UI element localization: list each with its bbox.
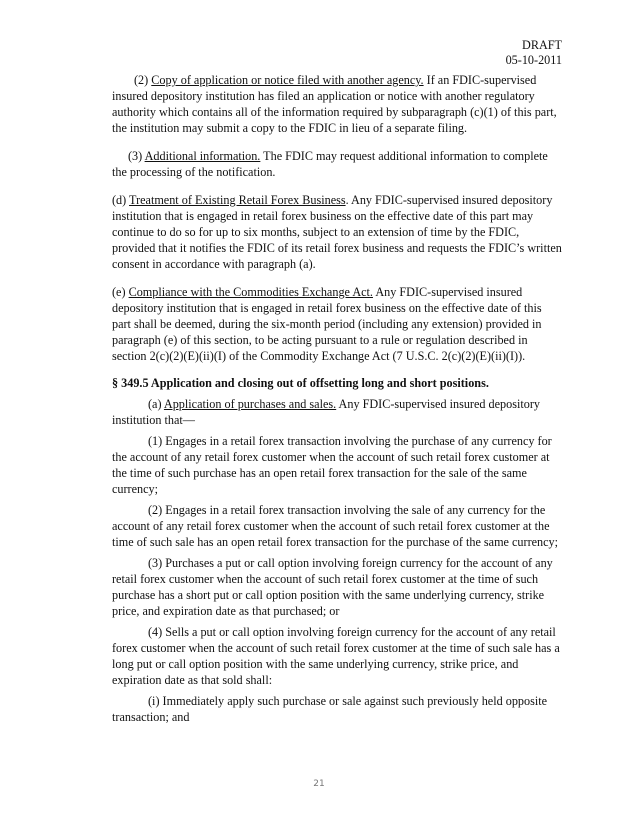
paragraph-a4: (4) Sells a put or call option involving foreign currency for the account of any retail forex customer when the account of such retail forex customer at the time of such sale has a long put or call option position with the same underlying currency, strike price, and expiration date as that sold shall: [112,625,560,687]
paragraph-e-title: Compliance with the Commodities Exchange Act. [128,285,373,299]
paragraph-e-lead: (e) [112,285,129,299]
page-header [506,38,562,67]
paragraph-a2: (2) Engages in a retail forex transaction involving the sale of any currency for the account of any retail forex customer when the account of such retail forex customer at the time of such sale has an open retail forex transaction for the purchase of the same currency; [112,503,559,549]
paragraph-a1: (1) Engages in a retail forex transaction involving the purchase of any currency for the account of any retail forex customer when the account of such retail forex customer at the time of such purchase has an open retail forex transaction for the sale of the same currency; [112,434,552,496]
paragraph-a [112,396,562,428]
paragraph-ai: (i) Immediately apply such purchase or sale against such previously held opposite transaction; and [112,694,548,724]
paragraph-c3-lead: (3) [128,149,145,163]
paragraph-e [112,284,562,364]
paragraph-c2-title: Copy of application or notice filed with another agency. [151,73,424,87]
paragraph-e-text: Any FDIC-supervised insured depository institution that is engaged in retail forex business on the effective date of this part shall be deemed, during the six-month period (including any extension) provided in paragraph (e) of this section, to be acting pursuant to a rule or regulation described in section 2(c)(2)(E)(ii)(I) of the Commodity Exchange Act (7 U.S.C. 2(c)(2)(E)(ii)(I)). [112,285,542,363]
section-heading: § 349.5 Application and closing out of offsetting long and short positions. [112,376,489,390]
paragraph-c2 [112,72,562,136]
paragraph-d-lead: (d) [112,193,130,207]
page-number: 21 [313,779,325,789]
paragraph-a3: (3) Purchases a put or call option involving foreign currency for the account of any retail forex customer when the account of such retail forex customer at the time of such purchase has a short put or call option position with the same underlying currency, strike price, and expiration date as that purchased; or [112,556,553,618]
paragraph-d [112,192,562,272]
draft-label: DRAFT [522,38,562,52]
draft-date: 05-10-2011 [505,52,562,67]
paragraph-c2-text: If an FDIC-supervised insured depository institution has filed an application or notice with another regulatory authority which contains all of the information required by subparagraph (c)(1) of this part, the institution may submit a copy to the FDIC in lieu of a separate filing. [112,73,557,135]
paragraph-a-lead: (a) [148,397,164,411]
document-body [112,72,562,725]
paragraph-c2-lead: (2) [134,73,152,87]
paragraph-a-text: Any FDIC-supervised insured depository institution that— [112,397,540,427]
paragraph-c3 [112,148,562,180]
paragraph-d-text: . Any FDIC-supervised insured depository institution that is engaged in retail forex business on the effective date of this part may continue to do so for up to six months, subject to an extension of time by the FDIC, provided that it notifies the FDIC of its retail forex business and requests the FDIC’s written consent in accordance with paragraph (a). [112,193,562,271]
paragraph-d-title: Treatment of Existing Retail Forex Business [129,193,346,207]
paragraph-c3-title: Additional information. [144,149,261,163]
paragraph-a-title: Application of purchases and sales. [163,397,337,411]
paragraph-c3-text: The FDIC may request additional information to complete the processing of the notification. [112,149,548,179]
